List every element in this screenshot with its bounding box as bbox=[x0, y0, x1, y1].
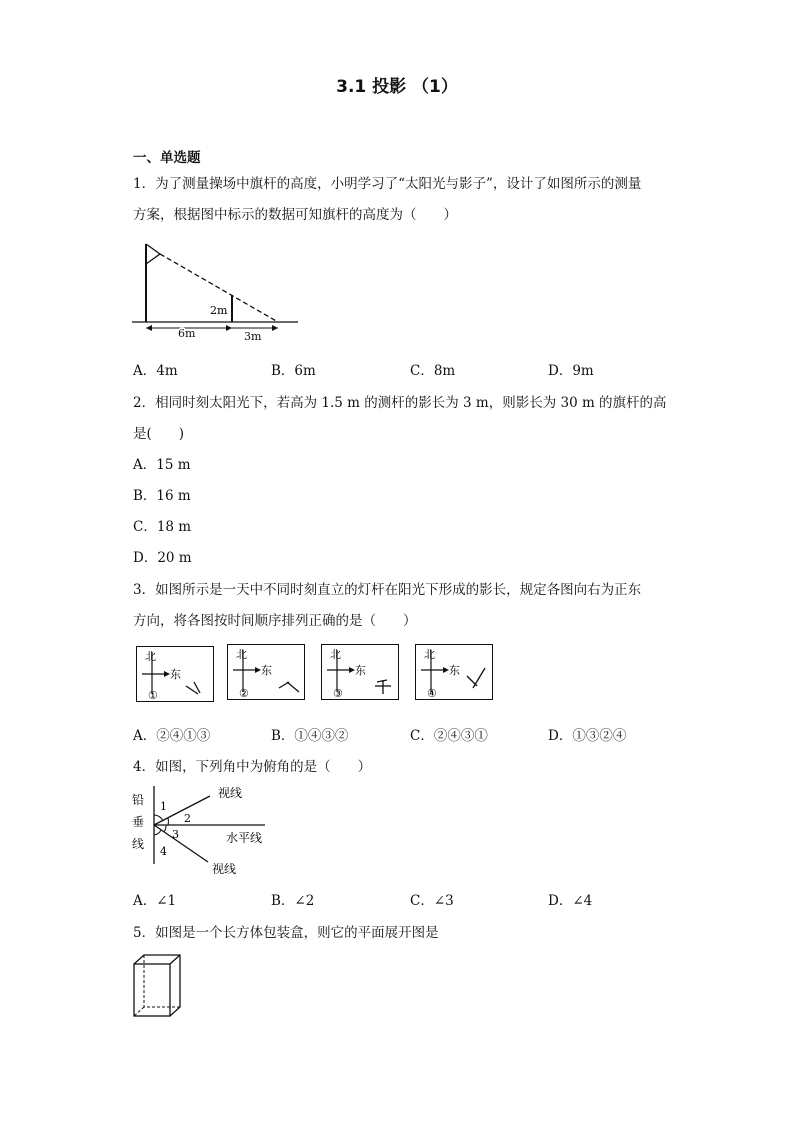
q4-option-b[interactable]: B．∠2 bbox=[271, 893, 315, 909]
q4-fig-horizontal: 水平线 bbox=[226, 831, 263, 845]
q3-option-d[interactable]: D．①③②④ bbox=[548, 728, 627, 744]
q1-option-b[interactable]: B．6m bbox=[271, 363, 316, 379]
page-title: 3.1 投影 （1） bbox=[336, 77, 458, 97]
q2-text-line2: 是( ) bbox=[133, 426, 185, 442]
q1-text-line2: 方案，根据图中标示的数据可知旗杆的高度为（ ） bbox=[133, 207, 457, 223]
q1-fig-d2-label: 3m bbox=[244, 330, 262, 343]
q3-panel-2 bbox=[227, 644, 306, 701]
q3-p1-num: ① bbox=[148, 689, 158, 702]
q3-panel-4 bbox=[415, 644, 494, 701]
q2-option-b[interactable]: B．16 m bbox=[133, 488, 191, 504]
q1-fig-pole-label: 2m bbox=[210, 304, 228, 317]
q3-panel-3 bbox=[321, 644, 400, 701]
q2-option-a[interactable]: A．15 m bbox=[133, 457, 191, 473]
q3-p2-east: 东 bbox=[261, 664, 272, 677]
q4-option-a[interactable]: A．∠1 bbox=[133, 893, 177, 909]
q2-option-c[interactable]: C．18 m bbox=[133, 519, 192, 535]
q3-p4-num: ④ bbox=[427, 687, 437, 700]
q4-angle-figure bbox=[130, 782, 275, 877]
q2-option-d[interactable]: D．20 m bbox=[133, 550, 192, 566]
q3-panel-1 bbox=[136, 646, 215, 703]
q1-fig-d1-label: 6m bbox=[178, 327, 196, 340]
q3-p1-north: 北 bbox=[145, 650, 156, 663]
q1-option-d[interactable]: D．9m bbox=[548, 363, 594, 379]
q4-fig-sight-down: 视线 bbox=[212, 862, 237, 876]
q4-fig-plumb-1: 铅 bbox=[132, 793, 145, 807]
q4-fig-angle-1: 1 bbox=[160, 800, 167, 813]
q4-option-d[interactable]: D．∠4 bbox=[548, 893, 593, 909]
q4-fig-sight-up: 视线 bbox=[218, 786, 243, 800]
q1-text-line1: 1．为了测量操场中旗杆的高度，小明学习了“太阳光与影子”，设计了如图所示的测量 bbox=[133, 176, 642, 192]
q3-option-b[interactable]: B．①④③② bbox=[271, 728, 349, 744]
q3-p3-east: 东 bbox=[355, 664, 366, 677]
q3-p1-east: 东 bbox=[170, 668, 181, 681]
q3-p2-num: ② bbox=[239, 687, 249, 700]
q1-flagpole-figure bbox=[130, 240, 300, 350]
q3-text-line1: 3．如图所示是一天中不同时刻直立的灯杆在阳光下形成的影长，规定各图向右为正东 bbox=[133, 582, 642, 598]
q3-p4-north: 北 bbox=[424, 648, 435, 661]
q5-text-line1: 5．如图是一个长方体包装盒，则它的平面展开图是 bbox=[133, 925, 439, 941]
q4-fig-angle-4: 4 bbox=[160, 845, 167, 858]
q4-fig-plumb-3: 线 bbox=[132, 837, 145, 851]
q1-option-c[interactable]: C．8m bbox=[410, 363, 456, 379]
q3-option-a[interactable]: A．②④①③ bbox=[133, 728, 211, 744]
q4-text-line1: 4．如图，下列角中为俯角的是（ ） bbox=[133, 759, 372, 775]
q3-p3-north: 北 bbox=[330, 648, 341, 661]
q3-p2-north: 北 bbox=[236, 648, 247, 661]
q3-p3-num: ③ bbox=[333, 687, 343, 700]
q4-fig-plumb-2: 垂 bbox=[132, 815, 145, 829]
q1-option-a[interactable]: A．4m bbox=[133, 363, 178, 379]
q3-text-line2: 方向，将各图按时间顺序排列正确的是（ ） bbox=[133, 613, 417, 629]
q4-fig-angle-3: 3 bbox=[172, 828, 179, 841]
q4-option-c[interactable]: C．∠3 bbox=[410, 893, 454, 909]
q5-box-figure bbox=[131, 952, 186, 1020]
section-heading: 一、单选题 bbox=[133, 150, 201, 166]
q3-option-c[interactable]: C．②④③① bbox=[410, 728, 488, 744]
q4-fig-angle-2: 2 bbox=[184, 812, 191, 825]
q3-p4-east: 东 bbox=[449, 664, 460, 677]
q2-text-line1: 2．相同时刻太阳光下，若高为 1.5 m 的测杆的影长为 3 m，则影长为 30 m 的旗杆的高 bbox=[133, 395, 667, 411]
